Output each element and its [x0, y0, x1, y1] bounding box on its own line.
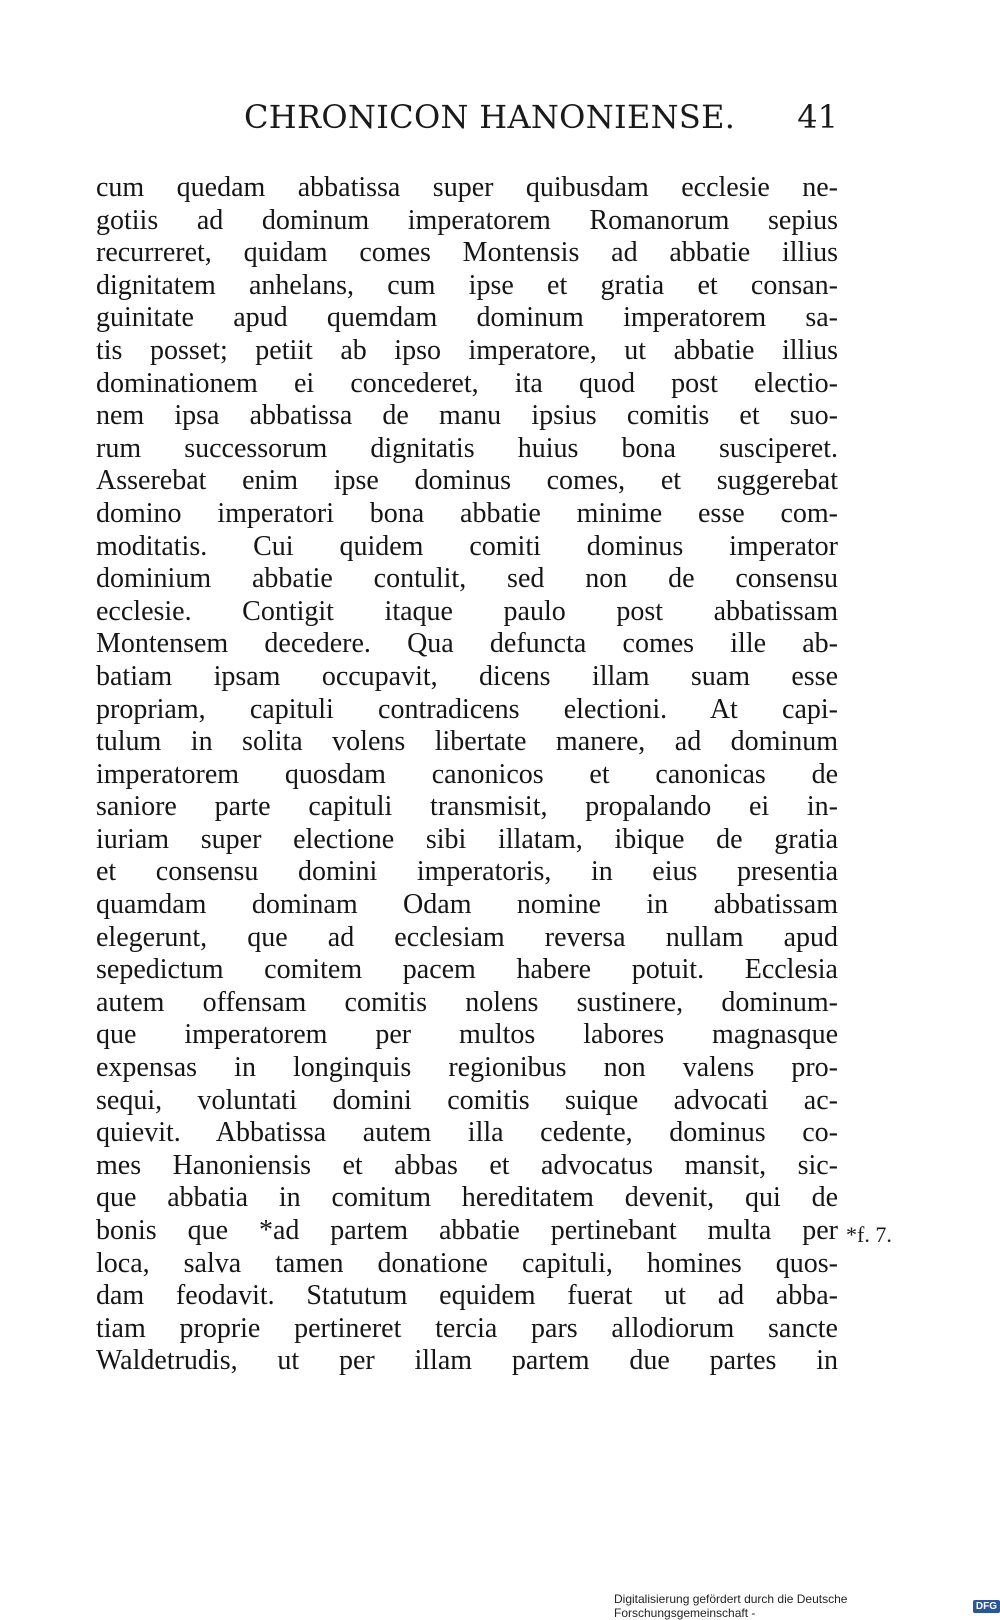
dfg-logo: DFG — [973, 1600, 1000, 1613]
text-line: iuriam super electione sibi illatam, ibique de gratia — [96, 823, 838, 855]
text-line: bonis que *ad partem abbatie pertinebant multa per — [96, 1215, 838, 1246]
text-line: sequi, voluntati domini comitis suique advocati ac- — [96, 1084, 838, 1116]
text-line: dominium abbatie contulit, sed non de consensu — [96, 563, 838, 595]
text-line: moditatis. Cui quidem comiti dominus imperator — [96, 530, 838, 562]
body-text — [96, 172, 838, 1378]
text-line: tulum in solita volens libertate manere, ad dominum — [96, 726, 838, 758]
text-line: autem offensam comitis nolens sustinere, dominum- — [96, 986, 838, 1018]
text-line: Asserebat enim ipse dominus comes, et suggerebat — [96, 465, 838, 497]
text-line: Waldetrudis, ut per illam partem due partes in — [96, 1345, 838, 1377]
text-line: mes Hanoniensis et abbas et advocatus mansit, sic- — [96, 1149, 838, 1181]
text-line: sepedictum comitem pacem habere potuit. Ecclesia — [96, 954, 838, 986]
text-line: ecclesie. Contigit itaque paulo post abbatissam — [96, 595, 838, 627]
margin-note: *f. 7. — [846, 1222, 892, 1247]
text-line: propriam, capituli contradicens electioni. At capi- — [96, 693, 838, 725]
text-line: loca, salva tamen donatione capituli, homines quos- — [96, 1247, 838, 1279]
text-line: imperatorem quosdam canonicos et canonicas de — [96, 758, 838, 790]
footer-credit: Digitalisierung gefördert durch die Deutsche Forschungsgemeinschaft - — [614, 1592, 848, 1620]
text-line: tis posset; petiit ab ipso imperatore, ut abbatie illius — [96, 334, 838, 366]
text-line: batiam ipsam occupavit, dicens illam suam esse — [96, 660, 838, 692]
page-header — [96, 98, 838, 146]
text-line: elegerunt, que ad ecclesiam reversa nullam apud — [96, 921, 838, 953]
text-line: saniore parte capituli transmisit, propalando ei in- — [96, 791, 838, 823]
text-line: rum successorum dignitatis huius bona susciperet. — [96, 432, 838, 464]
text-line: tiam proprie pertineret tercia pars allodiorum sancte — [96, 1312, 838, 1344]
text-line: que abbatia in comitum hereditatem devenit, qui de — [96, 1182, 838, 1214]
text-line: que imperatorem per multos labores magnasque — [96, 1019, 838, 1051]
text-line: et consensu domini imperatoris, in eius presentia — [96, 856, 838, 888]
text-line: guinitate apud quemdam dominum imperatorem sa- — [96, 302, 838, 334]
page-number: 41 — [797, 98, 838, 136]
text-line: expensas in longinquis regionibus non valens pro- — [96, 1052, 838, 1084]
text-line: quievit. Abbatissa autem illa cedente, dominus co- — [96, 1117, 838, 1149]
text-line: domino imperatori bona abbatie minime esse com- — [96, 497, 838, 529]
text-line: dam feodavit. Statutum equidem fuerat ut ad abba- — [96, 1280, 838, 1312]
running-head: CHRONICON HANONIENSE. — [244, 98, 736, 136]
text-line: Montensem decedere. Qua defuncta comes ille ab- — [96, 628, 838, 660]
text-line: dominationem ei concederet, ita quod post electio- — [96, 367, 838, 399]
text-line: nem ipsa abbatissa de manu ipsius comitis et suo- — [96, 400, 838, 432]
text-line: gotiis ad dominum imperatorem Romanorum sepius — [96, 204, 838, 236]
text-line: dignitatem anhelans, cum ipse et gratia et consan- — [96, 269, 838, 301]
text-line: cum quedam abbatissa super quibusdam ecclesie ne- — [96, 172, 838, 203]
text-line: recurreret, quidam comes Montensis ad abbatie illius — [96, 237, 838, 269]
text-line: quamdam dominam Odam nomine in abbatissam — [96, 889, 838, 921]
